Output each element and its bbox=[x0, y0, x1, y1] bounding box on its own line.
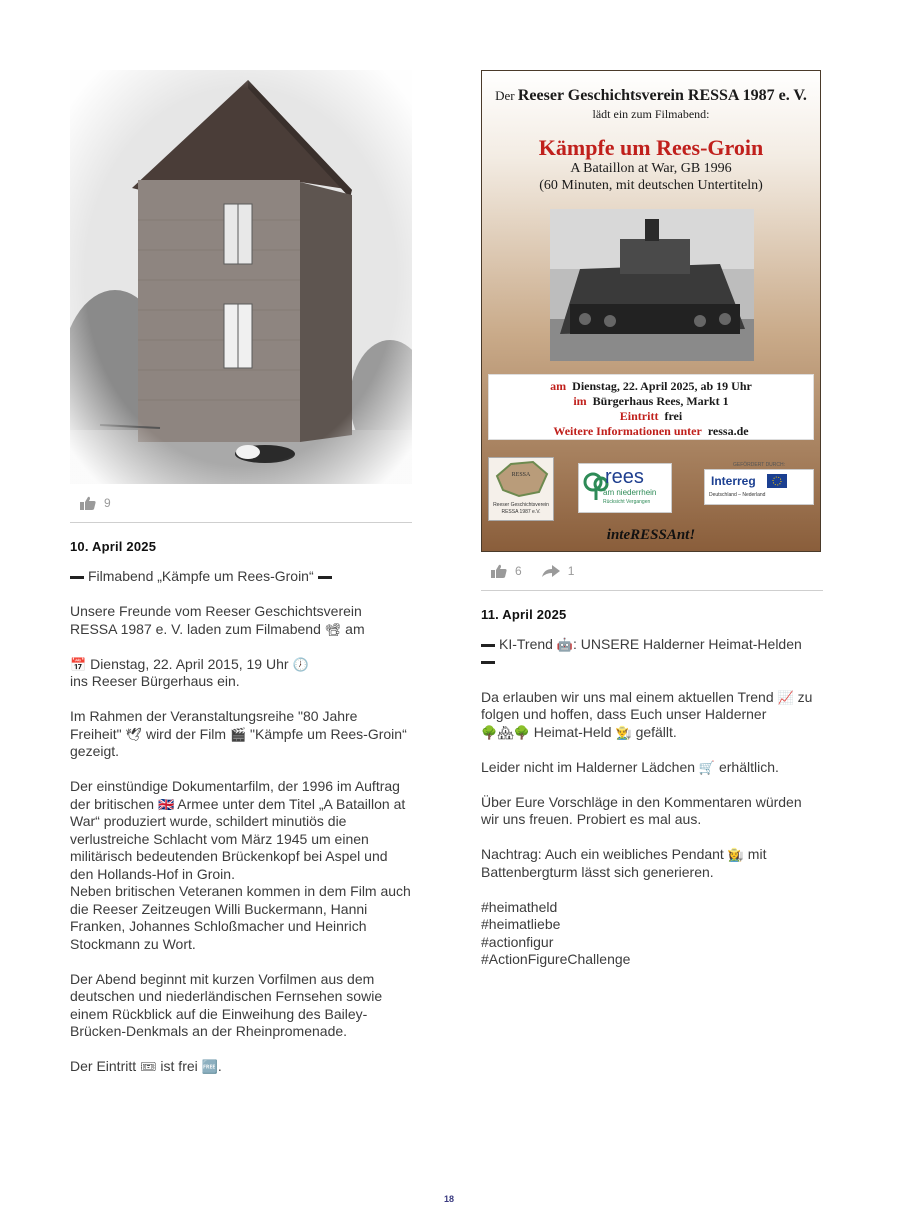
paragraph-text: Der einstündige Dokumentarfilm, der 1996 im Auftrag der britischen bbox=[70, 778, 400, 812]
poster-title: Kämpfe um Rees-Groin bbox=[538, 135, 764, 160]
thumbs-up-icon bbox=[80, 496, 96, 510]
page-number: 18 bbox=[443, 1194, 454, 1204]
poster-text: am bbox=[550, 379, 567, 393]
paragraph bbox=[481, 689, 823, 742]
post-date: 11. April 2025 bbox=[481, 607, 567, 622]
post-right bbox=[481, 70, 823, 969]
dash-icon bbox=[481, 661, 495, 664]
hashtag-link[interactable]: #ActionFigureChallenge bbox=[481, 951, 631, 967]
event-date-text: Dienstag, 22. April 2015, 19 Uhr bbox=[90, 655, 289, 672]
paragraph bbox=[70, 603, 412, 638]
thumbs-up-icon bbox=[491, 564, 507, 578]
paragraph-text: erhältlich. bbox=[718, 758, 779, 775]
poster-line1 bbox=[482, 87, 820, 105]
post-left bbox=[70, 70, 412, 1076]
poster-footer: inteRESSAnt! bbox=[606, 527, 696, 543]
post-heading bbox=[481, 636, 823, 671]
poster-text: im bbox=[573, 394, 587, 408]
heading-text: KI-Trend bbox=[499, 636, 553, 652]
post-date: 10. April 2025 bbox=[70, 539, 157, 554]
dash-icon bbox=[318, 576, 332, 579]
dove-icon: 🕊 bbox=[125, 726, 143, 742]
dash-icon bbox=[481, 644, 495, 647]
tank-photo bbox=[550, 209, 754, 361]
post-body bbox=[70, 568, 412, 1076]
paragraph-text: wird der Film bbox=[145, 725, 227, 742]
event-poster[interactable] bbox=[481, 70, 821, 552]
share-count: 1 bbox=[567, 564, 575, 578]
hashtag-link[interactable]: #heimatheld bbox=[481, 898, 558, 915]
rees-logo-tag: Rücksicht Vergangen bbox=[603, 499, 651, 505]
shopping-cart-icon: 🛒 bbox=[698, 759, 716, 775]
calendar-icon: 📅 bbox=[70, 656, 87, 672]
paragraph-text: . bbox=[217, 1058, 222, 1074]
paragraph-text: am bbox=[345, 620, 365, 637]
poster-info-entry bbox=[489, 409, 813, 424]
paragraph-text: Im Rahmen der Veranstaltungsreihe "80 Jahre Freiheit" bbox=[70, 708, 358, 742]
poster-org: Reeser Geschichtsverein RESSA 1987 e. V. bbox=[517, 87, 807, 104]
paragraph-text: Leider nicht im Halderner Lädchen bbox=[481, 758, 696, 775]
paragraph bbox=[481, 759, 823, 777]
hashtag-link[interactable]: #heimatliebe bbox=[481, 916, 561, 932]
ticket-icon: 🎟 bbox=[140, 1059, 157, 1074]
poster-text: Bürgerhaus Rees, Markt 1 bbox=[592, 394, 729, 408]
paragraph-text: Da erlauben wir uns mal einem aktuellen Trend bbox=[481, 688, 774, 705]
paragraph-text: Unsere Freunde vom Reeser Geschichtsverein RESSA 1987 e. V. laden zum Filmabend bbox=[70, 603, 362, 637]
poster-info-more bbox=[489, 424, 813, 439]
ressa-logo-sub: RESSA 1987 e.V. bbox=[501, 509, 541, 515]
paragraph bbox=[70, 708, 412, 761]
eu-flag-icon bbox=[767, 474, 787, 488]
paragraph bbox=[70, 778, 412, 953]
paragraph-text: Neben britischen Veteranen kommen in dem Film auch die Reeser Zeitzeugen Willi Buckermann, Hanni Franken, Johannes Schloßmacher und Heinrich Stockmann zu Wort. bbox=[70, 883, 411, 952]
poster-text: Eintritt bbox=[619, 409, 659, 423]
clock-icon: 🕖 bbox=[292, 656, 309, 672]
poster-subtitle2: (60 Minuten, mit deutschen Untertiteln) bbox=[539, 178, 763, 193]
chart-trend-icon: 📈 bbox=[777, 689, 794, 705]
poster-text: Dienstag, 22. April 2025, ab 19 Uhr bbox=[572, 379, 752, 393]
tower-illustration bbox=[70, 70, 412, 484]
post-heading bbox=[70, 568, 412, 586]
poster-text: frei bbox=[664, 409, 683, 423]
uk-flag-icon: 🇬🇧 bbox=[157, 796, 175, 812]
ressa-logo-text: RESSA bbox=[511, 472, 531, 478]
paragraph-text: ins Reeser Bürgerhaus ein. bbox=[70, 673, 240, 689]
poster-info-box bbox=[488, 374, 814, 440]
paragraph bbox=[70, 656, 412, 691]
paragraph-text: ist frei bbox=[160, 1058, 198, 1074]
poster-text: Weitere Informationen unter bbox=[553, 424, 702, 438]
like-count: 9 bbox=[104, 496, 111, 510]
film-projector-icon: 📽 bbox=[324, 621, 342, 637]
poster-subtitle1: A Bataillon at War, GB 1996 bbox=[570, 161, 732, 176]
paragraph: Der Abend beginnt mit kurzen Vorfilmen aus dem deutschen und niederländischen Fernsehen sowie einem Rückblick auf die Einweihung des Bailey-Brücken-Denkmals an der Rheinpromenade. bbox=[70, 970, 383, 1039]
interreg-logo-label: GEFÖRDERT DURCH: bbox=[732, 462, 786, 468]
poster-info-date bbox=[489, 379, 813, 394]
paragraph-text: mit Battenbergturm lässt sich generieren. bbox=[481, 846, 767, 880]
poster-text: ressa.de bbox=[707, 424, 749, 438]
paragraph bbox=[481, 846, 823, 881]
ressa-logo-name: Reeser Geschichtsverein bbox=[493, 502, 549, 508]
clapper-board-icon: 🎬 bbox=[229, 726, 247, 742]
dash-icon bbox=[70, 576, 84, 579]
paragraph bbox=[70, 1058, 412, 1076]
robot-icon: 🤖 bbox=[556, 637, 574, 652]
post-body bbox=[481, 636, 823, 969]
ressa-logo bbox=[488, 457, 554, 521]
paragraph-text: Nachtrag: Auch ein weibliches Pendant bbox=[481, 846, 724, 862]
hashtag-link[interactable]: #actionfigur bbox=[481, 933, 554, 950]
free-icon: 🆓 bbox=[201, 1059, 218, 1074]
tree-icon: 🌳 bbox=[513, 724, 530, 740]
interreg-logo-text: Interreg bbox=[711, 474, 756, 488]
share-icon bbox=[542, 564, 560, 578]
reaction-bar bbox=[481, 552, 823, 591]
reaction-bar bbox=[70, 484, 412, 523]
heading-text: Filmabend „Kämpfe um Rees-Groin“ bbox=[88, 568, 314, 584]
like-button[interactable] bbox=[491, 564, 522, 578]
paragraph: Über Eure Vorschläge in den Kommentaren würden wir uns freuen. Probiert es mal aus. bbox=[481, 793, 802, 827]
tree-icon: 🌳 bbox=[481, 724, 498, 740]
ressa-map-icon bbox=[489, 458, 553, 500]
paragraph-text: Armee unter dem Titel „A Bataillon at War“ produziert wurde, schildert minutiös die verlustreiche Schlacht vom März 1945 um einen militärisch bedeutenden Brückenkopf bei Aspel und den Hollands-Hof in Groin. bbox=[70, 795, 406, 882]
like-count: 6 bbox=[515, 564, 522, 578]
farmer-icon: 👨‍🌾 bbox=[615, 724, 632, 740]
tower-photo[interactable] bbox=[70, 70, 412, 484]
rees-logo bbox=[578, 463, 672, 513]
share-button[interactable] bbox=[542, 564, 575, 578]
houses-icon: 🏘 bbox=[497, 724, 514, 740]
paragraph-text: "Kämpfe um Rees-Groin“ gezeigt. bbox=[70, 725, 407, 759]
rees-logo-text: rees bbox=[605, 466, 644, 488]
hashtag-list bbox=[481, 899, 823, 969]
interreg-logo bbox=[704, 462, 814, 505]
woman-farmer-icon: 👩‍🌾 bbox=[727, 847, 744, 862]
paragraph-text: gefällt. bbox=[635, 723, 677, 740]
poster-text: Der bbox=[495, 88, 515, 103]
poster-line2: lädt ein zum Filmabend: bbox=[592, 107, 710, 121]
paragraph-text: Der Eintritt bbox=[70, 1058, 137, 1074]
poster-info-place bbox=[489, 394, 813, 409]
paragraph-text: Heimat-Held bbox=[533, 723, 612, 740]
paragraph-text: zu folgen und hoffen, dass Euch unser Halderner bbox=[481, 688, 813, 722]
interreg-logo-region: Deutschland – Nederland bbox=[709, 492, 766, 498]
rees-logo-sub: am niederrhein bbox=[603, 488, 657, 497]
like-button[interactable] bbox=[80, 496, 111, 510]
heading-text: : UNSERE Halderner Heimat-Helden bbox=[573, 636, 802, 652]
